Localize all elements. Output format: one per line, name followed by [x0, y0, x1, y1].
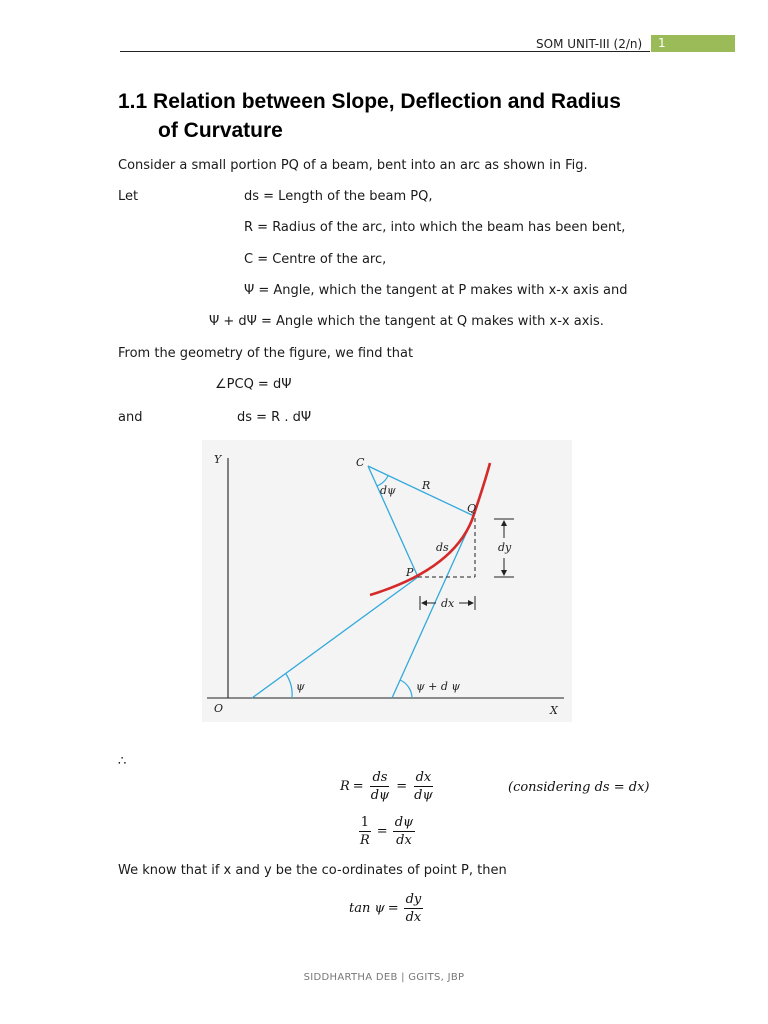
label-radius: R: [422, 479, 431, 492]
figure-svg: [202, 440, 572, 722]
equation-tan-psi: [349, 892, 425, 925]
equation-radius: [340, 770, 437, 803]
geometry-paragraph: From the geometry of the figure, we find that: [118, 346, 414, 361]
intro-paragraph: Consider a small portion PQ of a beam, bent into an arc as shown in Fig.: [118, 158, 588, 173]
eq2-equals: =: [376, 824, 388, 839]
page-footer: SIDDHARTHA DEB | GGITS, JBP: [303, 972, 465, 983]
label-dpsi: dψ: [380, 484, 396, 497]
eq2-f1-denominator: R: [360, 833, 370, 848]
definition-centre: C = Centre of the arc,: [244, 252, 387, 267]
definition-radius: R = Radius of the arc, into which the beam has been bent,: [244, 220, 626, 235]
page-number-badge: 1: [651, 35, 735, 52]
eq1-f2-denominator: dψ: [414, 788, 433, 803]
label-x-axis: X: [550, 704, 558, 717]
eq2-f2-denominator: dx: [396, 833, 412, 848]
equation-ds-r-dpsi: ds = R . dΨ: [237, 410, 312, 425]
label-point-p: P: [406, 566, 414, 579]
header-title: SOM UNIT-III (2/n): [536, 37, 643, 51]
eq1-lhs: R: [340, 779, 350, 794]
psi-angle-arc: [286, 674, 292, 698]
label-dy: dy: [498, 541, 512, 554]
eq2-f1-numerator: 1: [360, 815, 370, 830]
eq1-f1-denominator: dψ: [370, 788, 390, 803]
eq3-denominator: dx: [405, 910, 422, 925]
let-label: Let: [118, 189, 139, 204]
equation-angle-pcq: ∠PCQ = dΨ: [215, 377, 292, 392]
definition-psi: Ψ = Angle, which the tangent at P makes with x-x axis and: [244, 283, 628, 298]
eq3-fraction-dy-dx: [404, 892, 424, 925]
label-origin: O: [214, 702, 224, 715]
label-point-q: Q: [467, 502, 477, 515]
label-dx: dx: [441, 597, 455, 610]
coordinates-paragraph: We know that if x and y be the co-ordinates of point P, then: [118, 863, 507, 878]
eq2-fraction-dpsi-dx: [393, 815, 416, 848]
header-rule: [120, 51, 650, 52]
section-title-line1: 1.1 Relation between Slope, Deflection and Radius: [118, 90, 621, 113]
equation-note-considering: (considering ds = dx): [508, 780, 650, 795]
eq1-equals-2: =: [396, 779, 408, 794]
eq1-f1-numerator: ds: [372, 770, 388, 785]
therefore-symbol: ∴: [118, 754, 127, 769]
eq1-equals-1: =: [352, 779, 364, 794]
eq1-fraction-ds-dpsi: [369, 770, 392, 803]
label-ds: ds: [436, 541, 449, 554]
eq2-f2-numerator: dψ: [394, 815, 414, 830]
beam-curvature-figure: [202, 440, 572, 722]
definition-ds: ds = Length of the beam PQ,: [244, 189, 433, 204]
label-psi-dpsi: ψ + d ψ: [416, 680, 460, 693]
definition-psi-dpsi: Ψ + dΨ = Angle which the tangent at Q makes with x-x axis.: [209, 314, 604, 329]
eq2-fraction-1-r: [358, 815, 372, 848]
eq3-lhs: tan ψ: [349, 901, 385, 916]
eq3-equals: =: [387, 901, 399, 916]
tangent-at-p: [252, 577, 418, 698]
eq3-numerator: dy: [405, 892, 422, 907]
radius-cp: [368, 466, 418, 577]
section-title-line2: of Curvature: [158, 119, 283, 142]
psi-dpsi-angle-arc: [400, 680, 412, 698]
tangent-at-q: [392, 516, 474, 698]
label-y-axis: Y: [214, 453, 222, 466]
label-psi: ψ: [296, 680, 305, 693]
and-label: and: [118, 410, 143, 425]
equation-curvature: [356, 815, 417, 848]
eq1-f2-numerator: dx: [415, 770, 432, 785]
eq1-fraction-dx-dpsi: [412, 770, 435, 803]
label-centre: C: [356, 456, 365, 469]
